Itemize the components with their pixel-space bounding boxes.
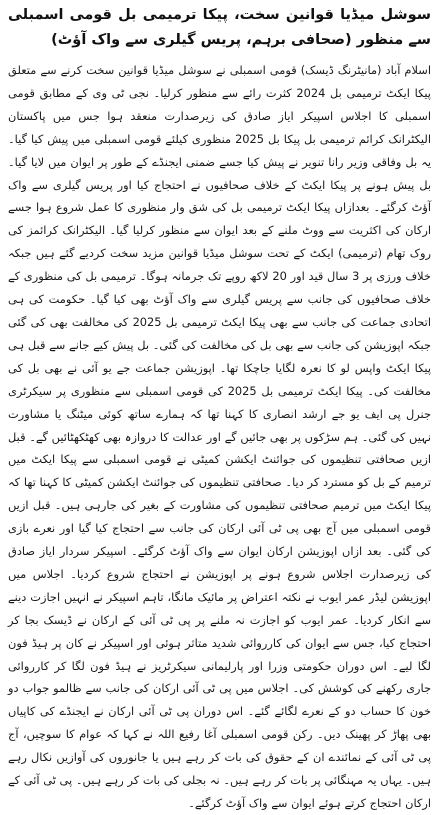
article-headline: سوشل میڈیا قوانین سخت، پیکا ترمیمی بل قومی اسمبلی سے منظور (صحافی برہم، پریس گیلری سے واک آؤٹ): [8, 7, 431, 48]
article-body: اسلام آباد (مانیٹرنگ ڈیسک) قومی اسمبلی نے سوشل میڈیا قوانین سخت کرنے سے متعلق پیکا ایکٹ ترمیمی بل 2024 کثرت رائے سے منظور کرلیا۔ نجی ٹی وی کے مطابق قومی اسمبلی کا اجلاس اسپیکر ایاز صادق کی زیرصدارت منعقد ہوا جس میں پاکستان الیکٹرانک کرائم ترمیمی بل پیکا بل 2025 منظوری کیلئے قومی اسمبلی میں پیش کیا گیا۔ یہ بل وفاقی وزیر رانا تنویر نے پیش کیا جسے ضمنی ایجنڈے کے طور پر ایوان میں لایا گیا۔ بل پیش ہونے پر پیکا ایکٹ کے خلاف صحافیوں نے احتجاج کیا اور پریس گیلری سے واک آؤٹ کرگئے۔ بعدازاں پیکا ایکٹ ترمیمی بل کی شق وار منظوری کا عمل شروع ہوا جسے ارکان کی اکثریت سے ووٹ ملنے کے بعد ایوان سے منظور کرلیا گیا۔ الیکٹرانک کرائمز کی روک تھام (ترمیمی) ایکٹ کے تحت سوشل میڈیا قوانین مزید سخت کردیے گئے ہیں جبکہ خلاف ورزی پر 3 سال قید اور 20 لاکھ روپے تک جرمانہ ہوگا۔ ترمیمی بل کی منظوری کے خلاف صحافیوں کی جانب سے پریس گیلری سے واک آؤٹ بھی کیا گیا۔ حکومت کی ہی اتحادی جماعت کی جانب سے بھی پیکا ایکٹ ترمیمی بل 2025 کی مخالفت بھی کی گئی جبکہ اپوزیشن کی جانب سے بھی بل کی مخالفت کی گئی۔ بل پیش کیے جانے سے قبل ہی پیکا ایکٹ واپس لو کا نعرہ لگایا جاچکا تھا۔ اپوزیشن جماعت جے یو آئی نے بھی بل کی مخالفت کی۔ پیکا ایکٹ ترمیمی بل 2025 کی قومی اسمبلی سے منظوری پر سیکرٹری جنرل پی ایف یو جے ارشد انصاری کا کہنا تھا کہ ہمارے ساتھ کوئی میٹنگ یا مشاورت نہیں کی گئی۔ ہم سڑکوں پر بھی جائیں گے اور عدالت کا دروازہ بھی کھٹکھٹائیں گے۔ قبل ازیں صحافتی تنظیموں کی جوائنٹ ایکشن کمیٹی نے قومی اسمبلی سے پیکا ایکٹ میں ترمیم کے بل کو مسترد کر دیا۔ صحافتی تنظیموں کی جوائنٹ ایکشن کمیٹی کا کہنا تھا کہ پیکا ایکٹ میں ترمیم صحافتی تنظیموں کی مشاورت کے بغیر کی جارہی ہیں۔ قبل ازیں قومی اسمبلی میں آج بھی پی ٹی آئی ارکان کی جانب سے احتجاج کیا گیا اور نعرے بازی کی گئی۔ بعد ازاں اپوزیشن ارکان ایوان سے واک آؤٹ کرگئے۔ اسپیکر سردار ایاز صادق کی زیرصدارت اجلاس شروع ہونے پر اپوزیشن نے احتجاج شروع کردیا۔ اجلاس میں اپوزیشن لیڈر عمر ایوب نے نکتہ اعتراض پر مائیک مانگا، تاہم اسپیکر نے انہیں اجازت دینے سے انکار کردیا۔ عمر ایوب کو اجازت نہ ملنے پر پی ٹی آئی کے ارکان نے ڈیسک بجا کر احتجاج کیا، جس سے ایوان کی کارروائی شدید متاثر ہوئی اور اسپیکر نے کان پر ہیڈ فون لگا لیے۔ اس دوران حکومتی وزرا اور پارلیمانی سیکرٹریز نے ہیڈ فون لگا کر کارروائی جاری رکھنے کی کوشش کی۔ اجلاس میں پی ٹی آئی ارکان کی جانب سے ظالمو جواب دو خون کا حساب دو کے نعرے لگائے گئے۔ اس دوران پی ٹی آئی ارکان نے ایجنڈے کی کاپیاں بھی پھاڑ کر پھینک دیں۔ رکن قومی اسمبلی آغا رفیع اللہ نے کہا کہ عوام کا سوچیں، آج پی ٹی آئی کے نمائندے ان کے حقوق کی بات کر رہے ہیں یا جانوروں کی آوازیں نکال رہے ہیں۔ یہاں یہ مہنگائی پر بات کر رہے ہیں۔ نہ بجلی کی بات کر رہے ہیں۔ پی ٹی آئی کے ارکان احتجاج کرتے ہوئے ایوان سے واک آؤٹ کرگئے۔: [8, 63, 431, 810]
